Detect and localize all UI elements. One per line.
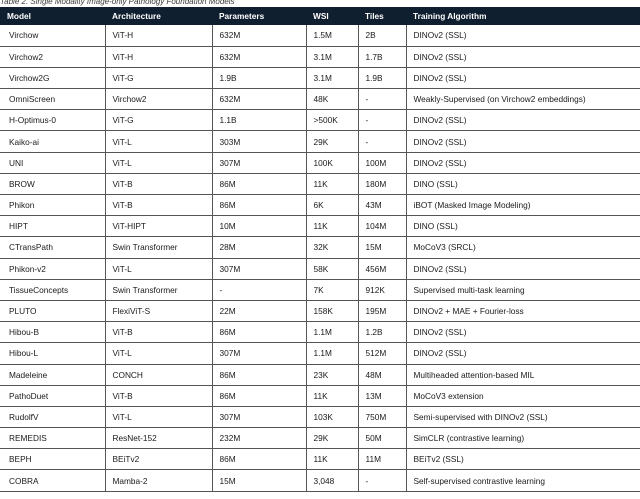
cell-architecture: ViT-G xyxy=(105,110,212,131)
cell-wsi: 1.1M xyxy=(306,322,358,343)
cell-architecture: ViT-HIPT xyxy=(105,216,212,237)
cell-tiles: 13M xyxy=(358,385,406,406)
cell-parameters: 10M xyxy=(212,216,306,237)
cell-tiles: 1.7B xyxy=(358,46,406,67)
cell-model: Virchow xyxy=(0,25,105,46)
table-caption: Table 2. Single Modality Image-only Pathology Foundation Models xyxy=(0,0,235,6)
cell-wsi: 1.5M xyxy=(306,25,358,46)
cell-training-algorithm: Supervised multi-task learning xyxy=(406,279,640,300)
table-row xyxy=(0,46,640,67)
cell-architecture: ViT-G xyxy=(105,67,212,88)
cell-training-algorithm: SimCLR (contrastive learning) xyxy=(406,428,640,449)
cell-parameters: - xyxy=(212,279,306,300)
header-wsi: WSI xyxy=(306,7,358,25)
header-training-algorithm: Training Algorithm xyxy=(406,7,640,25)
cell-wsi: 32K xyxy=(306,237,358,258)
cell-model: TissueConcepts xyxy=(0,279,105,300)
cell-parameters: 86M xyxy=(212,364,306,385)
table-row xyxy=(0,385,640,406)
cell-wsi: >500K xyxy=(306,110,358,131)
table-header-row xyxy=(0,7,640,25)
cell-architecture: ViT-B xyxy=(105,322,212,343)
cell-training-algorithm: Self-supervised contrastive learning xyxy=(406,470,640,491)
cell-training-algorithm: DINOv2 (SSL) xyxy=(406,322,640,343)
cell-architecture: ViT-L xyxy=(105,343,212,364)
table-row xyxy=(0,89,640,110)
cell-parameters: 86M xyxy=(212,322,306,343)
cell-tiles: 50M xyxy=(358,428,406,449)
table-row xyxy=(0,216,640,237)
cell-wsi: 11K xyxy=(306,173,358,194)
cell-tiles: 2B xyxy=(358,25,406,46)
cell-parameters: 303M xyxy=(212,131,306,152)
cell-architecture: ViT-H xyxy=(105,25,212,46)
header-tiles: Tiles xyxy=(358,7,406,25)
cell-training-algorithm: DINOv2 (SSL) xyxy=(406,131,640,152)
cell-architecture: ViT-B xyxy=(105,173,212,194)
cell-architecture: BEiTv2 xyxy=(105,449,212,470)
cell-parameters: 1.9B xyxy=(212,67,306,88)
table-row xyxy=(0,110,640,131)
cell-parameters: 86M xyxy=(212,385,306,406)
cell-tiles: - xyxy=(358,470,406,491)
cell-model: CTransPath xyxy=(0,237,105,258)
cell-tiles: 1.2B xyxy=(358,322,406,343)
foundation-models-table xyxy=(0,7,640,492)
cell-parameters: 86M xyxy=(212,173,306,194)
cell-training-algorithm: DINO (SSL) xyxy=(406,216,640,237)
cell-model: H-Optimus-0 xyxy=(0,110,105,131)
cell-training-algorithm: BEiTv2 (SSL) xyxy=(406,449,640,470)
cell-architecture: ResNet-152 xyxy=(105,428,212,449)
cell-model: Kaiko-ai xyxy=(0,131,105,152)
table-row xyxy=(0,25,640,46)
cell-tiles: 11M xyxy=(358,449,406,470)
cell-tiles: 512M xyxy=(358,343,406,364)
table-row xyxy=(0,195,640,216)
cell-architecture: ViT-B xyxy=(105,195,212,216)
cell-wsi: 6K xyxy=(306,195,358,216)
table-row xyxy=(0,322,640,343)
cell-model: Hibou-B xyxy=(0,322,105,343)
cell-training-algorithm: DINO (SSL) xyxy=(406,173,640,194)
cell-model: PathoDuet xyxy=(0,385,105,406)
cell-tiles: 100M xyxy=(358,152,406,173)
cell-model: REMEDIS xyxy=(0,428,105,449)
table-row xyxy=(0,428,640,449)
cell-parameters: 632M xyxy=(212,89,306,110)
cell-parameters: 307M xyxy=(212,406,306,427)
cell-training-algorithm: Weakly-Supervised (on Virchow2 embeddings) xyxy=(406,89,640,110)
table-row xyxy=(0,449,640,470)
cell-training-algorithm: DINOv2 (SSL) xyxy=(406,110,640,131)
cell-parameters: 22M xyxy=(212,300,306,321)
cell-architecture: Mamba-2 xyxy=(105,470,212,491)
cell-wsi: 3.1M xyxy=(306,46,358,67)
cell-training-algorithm: iBOT (Masked Image Modeling) xyxy=(406,195,640,216)
table-row xyxy=(0,131,640,152)
cell-training-algorithm: Semi-supervised with DINOv2 (SSL) xyxy=(406,406,640,427)
cell-model: BROW xyxy=(0,173,105,194)
cell-tiles: 750M xyxy=(358,406,406,427)
cell-model: Virchow2G xyxy=(0,67,105,88)
table-row xyxy=(0,406,640,427)
cell-architecture: ViT-B xyxy=(105,385,212,406)
cell-wsi: 3,048 xyxy=(306,470,358,491)
table-body xyxy=(0,25,640,491)
header-architecture: Architecture xyxy=(105,7,212,25)
cell-wsi: 3.1M xyxy=(306,67,358,88)
table-row xyxy=(0,173,640,194)
header-parameters: Parameters xyxy=(212,7,306,25)
cell-tiles: - xyxy=(358,110,406,131)
cell-model: Phikon xyxy=(0,195,105,216)
cell-model: Virchow2 xyxy=(0,46,105,67)
cell-architecture: ViT-L xyxy=(105,406,212,427)
cell-training-algorithm: DINOv2 (SSL) xyxy=(406,343,640,364)
cell-parameters: 307M xyxy=(212,343,306,364)
cell-training-algorithm: DINOv2 (SSL) xyxy=(406,46,640,67)
cell-tiles: 912K xyxy=(358,279,406,300)
cell-wsi: 158K xyxy=(306,300,358,321)
cell-tiles: 1.9B xyxy=(358,67,406,88)
cell-wsi: 11K xyxy=(306,216,358,237)
cell-tiles: - xyxy=(358,131,406,152)
table-row xyxy=(0,67,640,88)
table-row xyxy=(0,237,640,258)
cell-model: Madeleine xyxy=(0,364,105,385)
cell-parameters: 632M xyxy=(212,25,306,46)
cell-model: Phikon-v2 xyxy=(0,258,105,279)
cell-tiles: 104M xyxy=(358,216,406,237)
cell-parameters: 232M xyxy=(212,428,306,449)
cell-architecture: Swin Transformer xyxy=(105,237,212,258)
cell-parameters: 307M xyxy=(212,258,306,279)
cell-model: Hibou-L xyxy=(0,343,105,364)
cell-training-algorithm: DINOv2 (SSL) xyxy=(406,67,640,88)
cell-tiles: - xyxy=(358,89,406,110)
cell-model: PLUTO xyxy=(0,300,105,321)
cell-wsi: 29K xyxy=(306,131,358,152)
cell-architecture: Swin Transformer xyxy=(105,279,212,300)
cell-training-algorithm: Multiheaded attention-based MIL xyxy=(406,364,640,385)
cell-wsi: 23K xyxy=(306,364,358,385)
cell-architecture: Virchow2 xyxy=(105,89,212,110)
header-model: Model xyxy=(0,7,105,25)
table-row xyxy=(0,279,640,300)
table-row xyxy=(0,343,640,364)
cell-architecture: ViT-L xyxy=(105,258,212,279)
cell-model: HIPT xyxy=(0,216,105,237)
cell-tiles: 195M xyxy=(358,300,406,321)
cell-architecture: ViT-L xyxy=(105,131,212,152)
cell-wsi: 11K xyxy=(306,449,358,470)
table-row xyxy=(0,152,640,173)
table-row xyxy=(0,470,640,491)
cell-training-algorithm: DINOv2 (SSL) xyxy=(406,258,640,279)
cell-model: BEPH xyxy=(0,449,105,470)
cell-wsi: 7K xyxy=(306,279,358,300)
cell-training-algorithm: DINOv2 (SSL) xyxy=(406,25,640,46)
cell-wsi: 58K xyxy=(306,258,358,279)
table-row xyxy=(0,258,640,279)
cell-training-algorithm: DINOv2 (SSL) xyxy=(406,152,640,173)
cell-training-algorithm: MoCoV3 extension xyxy=(406,385,640,406)
cell-tiles: 48M xyxy=(358,364,406,385)
cell-parameters: 86M xyxy=(212,449,306,470)
cell-architecture: CONCH xyxy=(105,364,212,385)
cell-wsi: 100K xyxy=(306,152,358,173)
cell-architecture: ViT-H xyxy=(105,46,212,67)
cell-wsi: 103K xyxy=(306,406,358,427)
table-row xyxy=(0,364,640,385)
cell-tiles: 43M xyxy=(358,195,406,216)
table-row xyxy=(0,300,640,321)
cell-parameters: 86M xyxy=(212,195,306,216)
cell-architecture: ViT-L xyxy=(105,152,212,173)
cell-model: RudolfV xyxy=(0,406,105,427)
cell-parameters: 28M xyxy=(212,237,306,258)
cell-training-algorithm: MoCoV3 (SRCL) xyxy=(406,237,640,258)
cell-wsi: 29K xyxy=(306,428,358,449)
cell-tiles: 456M xyxy=(358,258,406,279)
cell-model: UNI xyxy=(0,152,105,173)
cell-parameters: 632M xyxy=(212,46,306,67)
cell-wsi: 1.1M xyxy=(306,343,358,364)
cell-architecture: FlexiViT-S xyxy=(105,300,212,321)
cell-parameters: 1.1B xyxy=(212,110,306,131)
cell-wsi: 48K xyxy=(306,89,358,110)
cell-parameters: 307M xyxy=(212,152,306,173)
cell-parameters: 15M xyxy=(212,470,306,491)
cell-training-algorithm: DINOv2 + MAE + Fourier-loss xyxy=(406,300,640,321)
cell-tiles: 15M xyxy=(358,237,406,258)
cell-tiles: 180M xyxy=(358,173,406,194)
cell-model: OmniScreen xyxy=(0,89,105,110)
cell-wsi: 11K xyxy=(306,385,358,406)
cell-model: COBRA xyxy=(0,470,105,491)
